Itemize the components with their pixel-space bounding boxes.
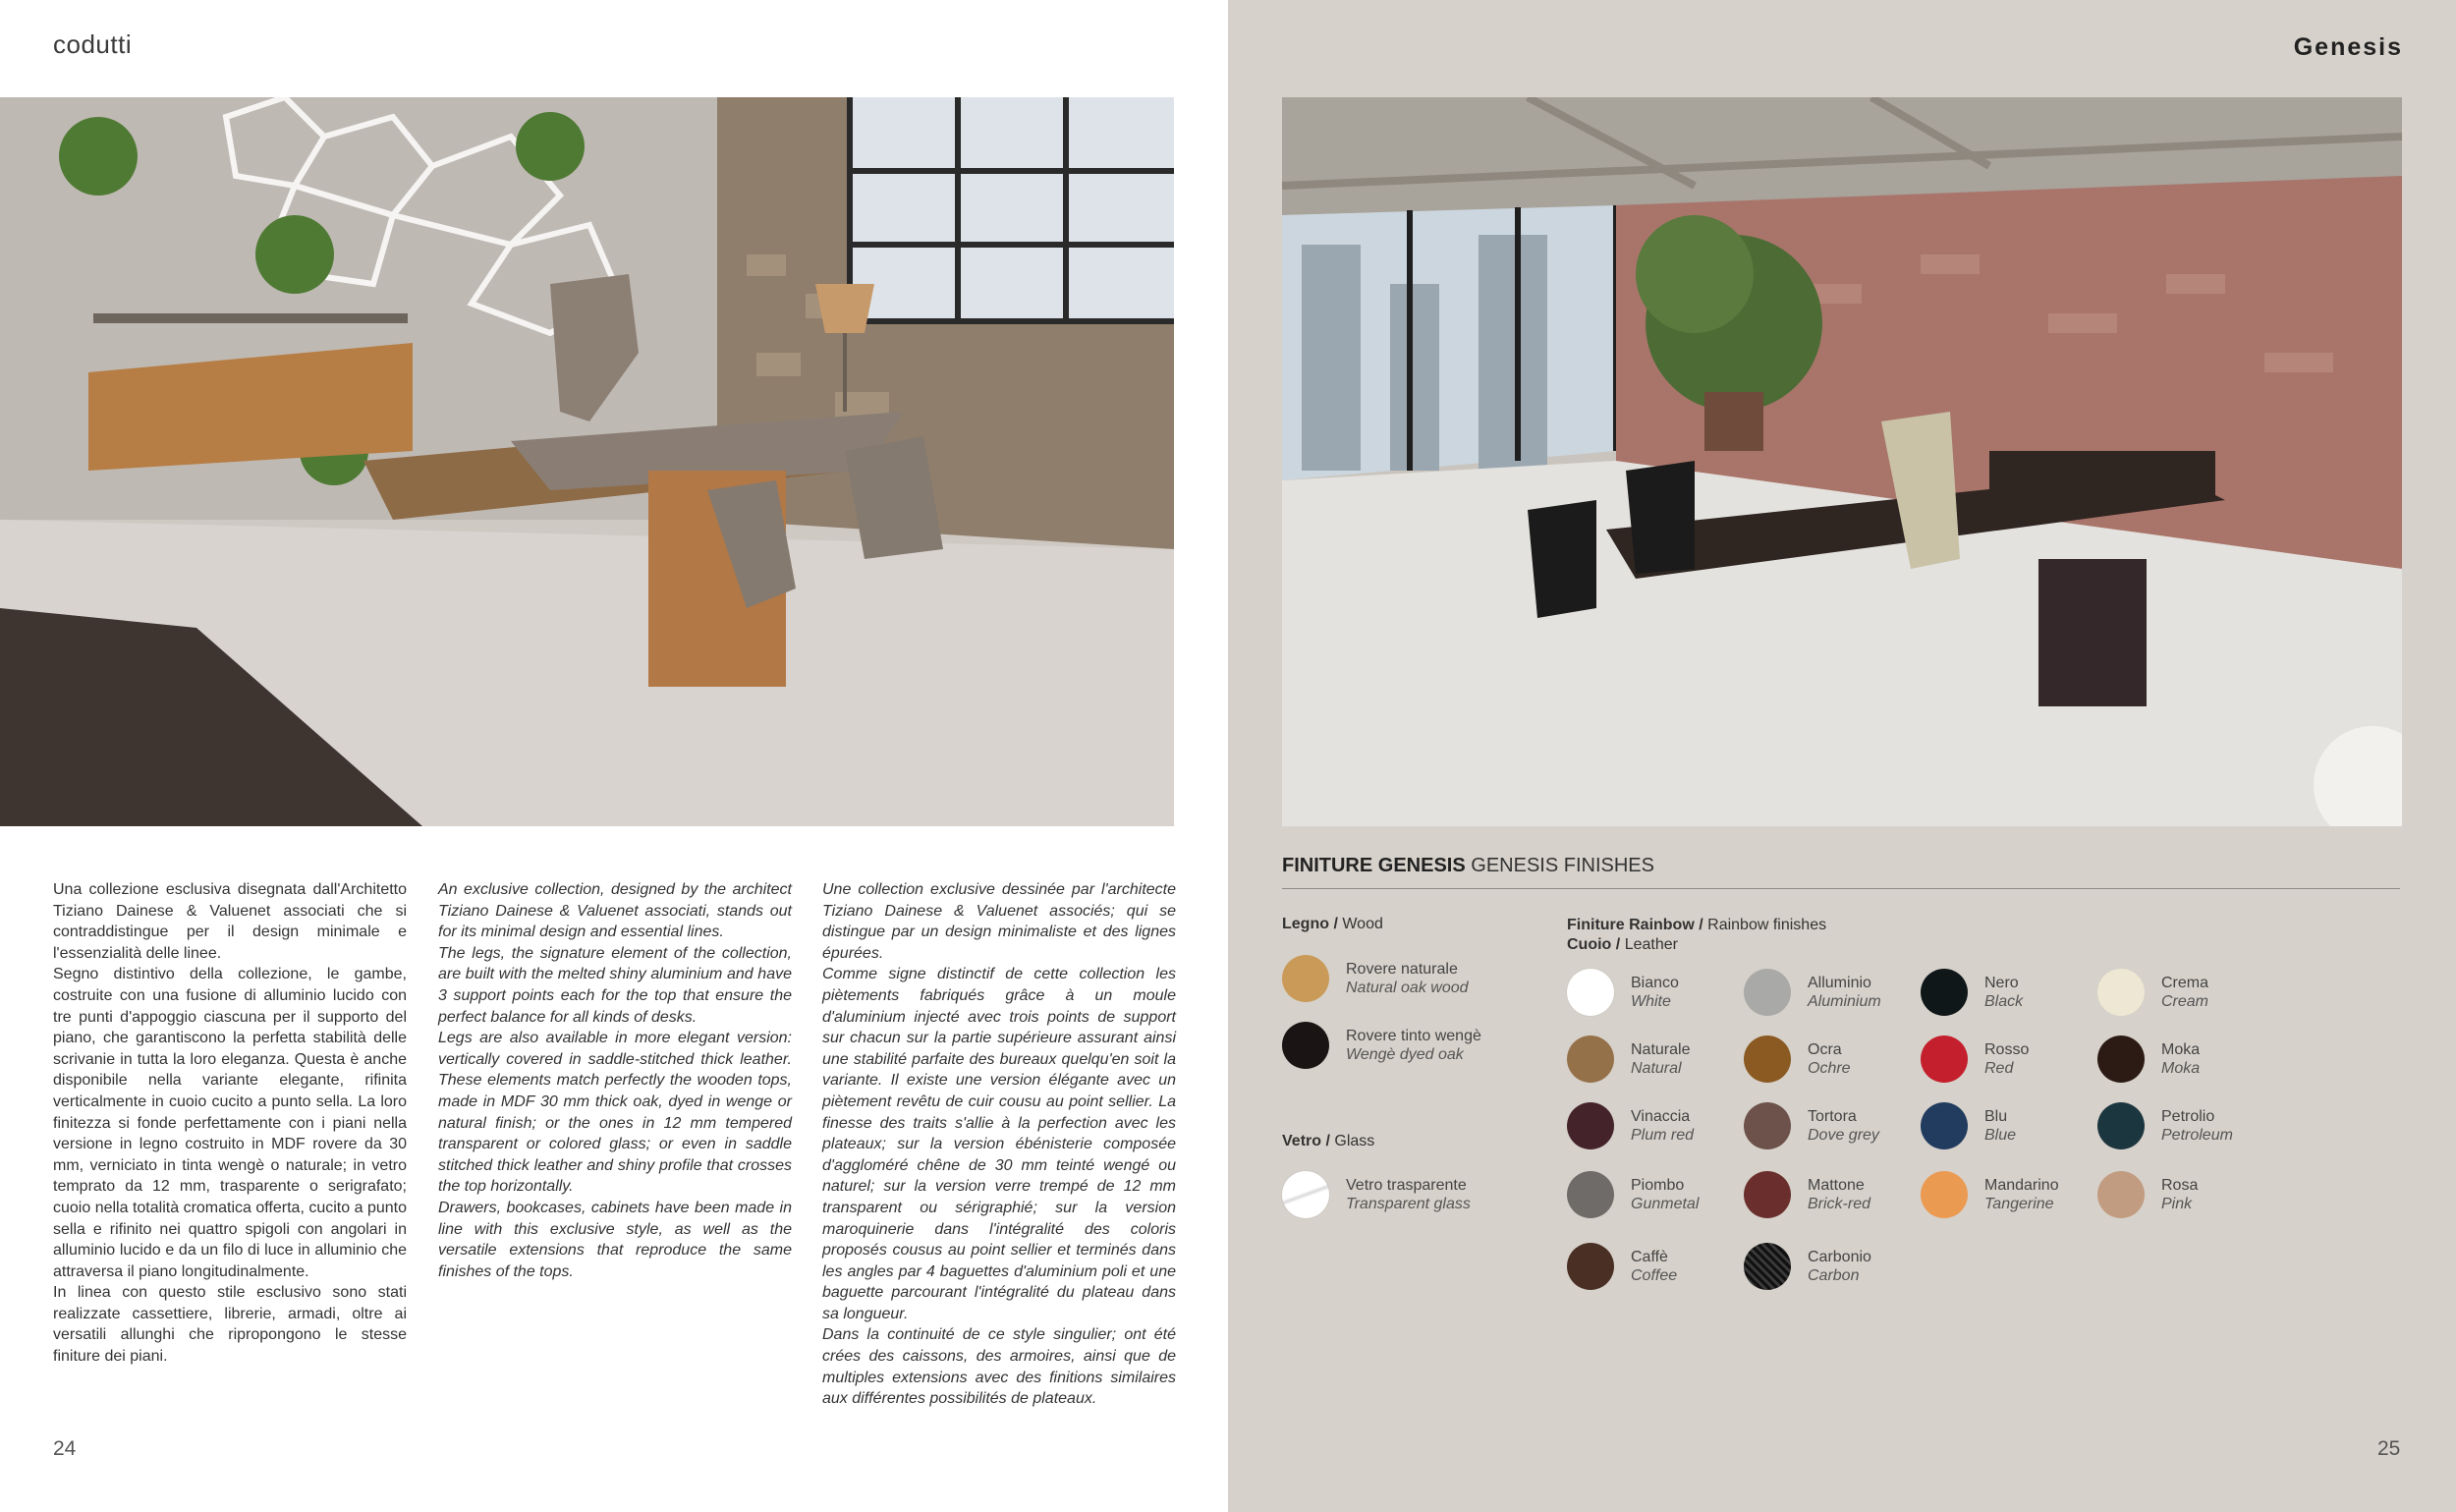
finish-name-it: Carbonio — [1808, 1249, 1871, 1265]
rainbow-label-en: Rainbow finishes — [1707, 917, 1827, 933]
finish-name-it: Rovere tinto wengè — [1346, 1028, 1481, 1044]
finish-label — [1808, 1248, 1871, 1285]
finish-swatch — [1744, 1102, 1791, 1149]
finish-name-en: Dove grey — [1808, 1127, 1879, 1144]
collection-title: Genesis — [2293, 33, 2403, 61]
finish-name-it: Moka — [2161, 1041, 2201, 1058]
finish-swatch — [1744, 1171, 1791, 1218]
finish-swatch — [2097, 1036, 2145, 1083]
finish-name-it: Rosso — [1984, 1041, 2030, 1058]
finish-name-en: Moka — [2161, 1060, 2201, 1077]
finish-swatch — [1567, 1171, 1614, 1218]
finish-swatch — [1282, 955, 1329, 1002]
finish-label — [2161, 974, 2208, 1011]
finish-swatch — [1567, 1036, 1614, 1083]
finish-swatch — [1282, 1022, 1329, 1069]
finish-name-it: Rovere naturale — [1346, 961, 1458, 978]
finish-label — [1984, 1176, 2059, 1213]
office-photo-right — [1282, 97, 2402, 826]
paragraph: An exclusive collection, designed by the architect Tiziano Dainese & Valuenet associati, stands out for its minimal design and essential lines. — [438, 881, 792, 941]
divider — [1282, 888, 2400, 889]
office-photo-left — [0, 97, 1174, 826]
page-number-left: 24 — [53, 1437, 77, 1460]
finish-name-it: Naturale — [1631, 1041, 1691, 1058]
finish-label — [1984, 1040, 2029, 1078]
finish-name-it: Tortora — [1808, 1108, 1857, 1125]
finish-swatch — [1921, 969, 1968, 1016]
finish-name-it: Mattone — [1808, 1177, 1865, 1194]
finish-label — [1808, 1040, 1851, 1078]
finish-name-en: Aluminium — [1808, 993, 1881, 1010]
finishes-heading-rest: GENESIS FINISHES — [1471, 855, 1654, 876]
leather-label-it: Cuoio — [1567, 936, 1612, 953]
leather-label-en: Leather — [1624, 936, 1678, 953]
right-page — [1228, 0, 2456, 1512]
finish-label — [1346, 1176, 1471, 1213]
finish-swatch — [2097, 1171, 2145, 1218]
finish-label — [2161, 1176, 2198, 1213]
finish-label — [1808, 1107, 1879, 1145]
finish-name-en: Gunmetal — [1631, 1196, 1700, 1212]
finish-name-en: Cream — [2161, 993, 2209, 1010]
finish-name-en: Ochre — [1808, 1060, 1851, 1077]
finish-label — [1808, 974, 1881, 1011]
finish-name-it: Vetro trasparente — [1346, 1177, 1467, 1194]
finish-swatch — [1921, 1171, 1968, 1218]
wood-group-label: Legno / Wood — [1282, 916, 1383, 932]
finish-label — [1631, 1107, 1694, 1145]
finish-name-en: Carbon — [1808, 1267, 1860, 1284]
finishes-heading — [1282, 855, 1654, 877]
finish-name-en: Wengè dyed oak — [1346, 1046, 1464, 1063]
finish-name-it: Blu — [1984, 1108, 2008, 1125]
text-column-italian — [53, 879, 407, 1368]
finish-name-en: Plum red — [1631, 1127, 1695, 1144]
finish-name-en: Coffee — [1631, 1267, 1678, 1284]
finish-name-it: Nero — [1984, 975, 2019, 991]
finish-swatch — [1282, 1171, 1329, 1218]
paragraph: Una collezione esclusiva disegnata dall'Architetto Tiziano Dainese & Valuenet associati che si contraddistingue per il design minimale e l'essenzialità delle linee. — [53, 881, 407, 962]
paragraph: Comme signe distinctif de cette collection les piètements fabriqués grâce à un moule d'aluminium injecté avec trois points de support sur chacun sur la partie supérieure assurant ainsi une stabilité parfaite des bureaux quelqu'en soit la variante. Il existe une version élégante avec un piètement revêtu de cuir cousu au point sellier. La finesse des traits s'allie à la perfection avec les plateaux; sur la version ébénisterie composée d'aggloméré chêne de 30 mm teinté wengé ou naturel; sur la version verre trempé de 12 mm transparent ou sérigraphié; sur la version maroquinerie dans l'intégralité des coloris proposés cousus au point sellier et terminés dans les angles par 4 baguettes d'aluminium poli et une baguette parcourant l'intégralité du plateau dans sa longueur. — [822, 966, 1176, 1322]
finish-swatch — [1921, 1036, 1968, 1083]
finish-label — [1631, 1248, 1677, 1285]
paragraph: Une collection exclusive dessinée par l'architecte Tiziano Dainese & Valuenet associés; qui se distingue par un design minimaliste et des lignes épurées. — [822, 881, 1176, 962]
finish-name-en: Natural oak wood — [1346, 980, 1469, 996]
rainbow-group-label: Finiture Rainbow / Rainbow finishes Cuoio / Leather — [1567, 917, 1827, 953]
finish-name-it: Vinaccia — [1631, 1108, 1691, 1125]
text-column-french — [822, 879, 1176, 1410]
paragraph: Drawers, bookcases, cabinets have been made in line with this exclusive style, as well as the versatile extensions that reproduce the same finishes of the tops. — [438, 1199, 792, 1280]
finish-label — [1984, 1107, 2016, 1145]
paragraph: Legs are also available in more elegant version: vertically covered in saddle-stitched thick leather. These elements match perfectly the wooden tops, made in MDF 30 mm thick oak, dyed in wenge or natural finish; or the ones in 12 mm tempered transparent or colored glass; or even in saddle stitched thick leather and shiny profile that crosses the top horizontally. — [438, 1030, 792, 1196]
finish-name-it: Piombo — [1631, 1177, 1685, 1194]
glass-group-label: Vetro / Glass — [1282, 1133, 1375, 1149]
finish-label — [1346, 1027, 1481, 1064]
finish-name-en: Pink — [2161, 1196, 2193, 1212]
finish-name-it: Mandarino — [1984, 1177, 2059, 1194]
text-column-english — [438, 879, 792, 1282]
finish-swatch — [1567, 969, 1614, 1016]
glass-label-en: Glass — [1334, 1133, 1375, 1149]
brand-logo: codutti — [53, 29, 133, 59]
finish-label — [1631, 974, 1679, 1011]
finish-swatch — [1744, 1036, 1791, 1083]
finish-label — [1346, 960, 1469, 997]
finish-name-en: Tangerine — [1984, 1196, 2054, 1212]
finish-name-en: Natural — [1631, 1060, 1682, 1077]
finish-label — [1808, 1176, 1870, 1213]
wood-label-it: Legno — [1282, 916, 1329, 932]
finish-name-en: Petroleum — [2161, 1127, 2233, 1144]
wood-label-en: Wood — [1342, 916, 1383, 932]
finish-name-en: Brick-red — [1808, 1196, 1871, 1212]
glass-label-it: Vetro — [1282, 1133, 1322, 1149]
finish-label — [2161, 1040, 2200, 1078]
paragraph: In linea con questo stile esclusivo sono stati realizzate cassettiere, librerie, armadi, oltre ai versatili allunghi che ripropongono le stesse finiture dei piani. — [53, 1284, 407, 1366]
finish-name-it: Bianco — [1631, 975, 1679, 991]
finish-label — [1631, 1176, 1699, 1213]
finish-name-en: Black — [1984, 993, 2024, 1010]
finish-label — [1984, 974, 2023, 1011]
finish-swatch — [1567, 1102, 1614, 1149]
finish-name-it: Ocra — [1808, 1041, 1842, 1058]
paragraph: The legs, the signature element of the collection, are built with the melted shiny aluminium and have 3 support points each for the top that ensure the perfect balance for all kinds of desks. — [438, 944, 792, 1026]
finish-swatch — [2097, 1102, 2145, 1149]
finishes-heading-bold: FINITURE GENESIS — [1282, 855, 1466, 876]
rainbow-label-it: Finiture Rainbow — [1567, 917, 1695, 933]
finish-name-en: Transparent glass — [1346, 1196, 1471, 1212]
finish-swatch — [1744, 1243, 1791, 1290]
finish-swatch — [1921, 1102, 1968, 1149]
finish-name-en: Blue — [1984, 1127, 2017, 1144]
finish-name-en: Red — [1984, 1060, 2014, 1077]
finish-swatch — [2097, 969, 2145, 1016]
finish-name-it: Rosa — [2161, 1177, 2199, 1194]
finish-name-it: Caffè — [1631, 1249, 1668, 1265]
finish-swatch — [1744, 969, 1791, 1016]
finish-name-en: White — [1631, 993, 1671, 1010]
finish-name-it: Crema — [2161, 975, 2209, 991]
finish-name-it: Alluminio — [1808, 975, 1871, 991]
page-number-right: 25 — [2377, 1437, 2401, 1460]
finish-swatch — [1567, 1243, 1614, 1290]
paragraph: Dans la continuité de ce style singulier; ont été crées des caissons, des armoires, ainsi que de multiples extensions avec des finitions similaires aux différentes possibilités de plateaux. — [822, 1326, 1176, 1408]
finish-name-it: Petrolio — [2161, 1108, 2215, 1125]
finish-label — [2161, 1107, 2233, 1145]
paragraph: Segno distintivo della collezione, le gambe, costruite con una fusione di alluminio lucido con tre punti d'appoggio ciascuna per il supporto del piano, che garantiscono la perfetta stabilità delle scrivanie in tutta la loro eleganza. Questa è anche disponibile nella variante elegante, rifinita verticalmente in cuoio cucito a punto sella. La loro finitezza si fonde perfettamente con i piani nella versione in legno costruito in MDF rovere da 30 mm, verniciato in tinta wengè o naturale; in vetro temprato da 12 mm, trasparente o serigrafato; cuoio nella totalità cromatica offerta, cucito a punto sella e rifinito nei quattro spigoli con angolari in alluminio lucido e da un filo di luce in alluminio che attraversa il piano longitudinalmente. — [53, 966, 407, 1280]
finish-label — [1631, 1040, 1690, 1078]
